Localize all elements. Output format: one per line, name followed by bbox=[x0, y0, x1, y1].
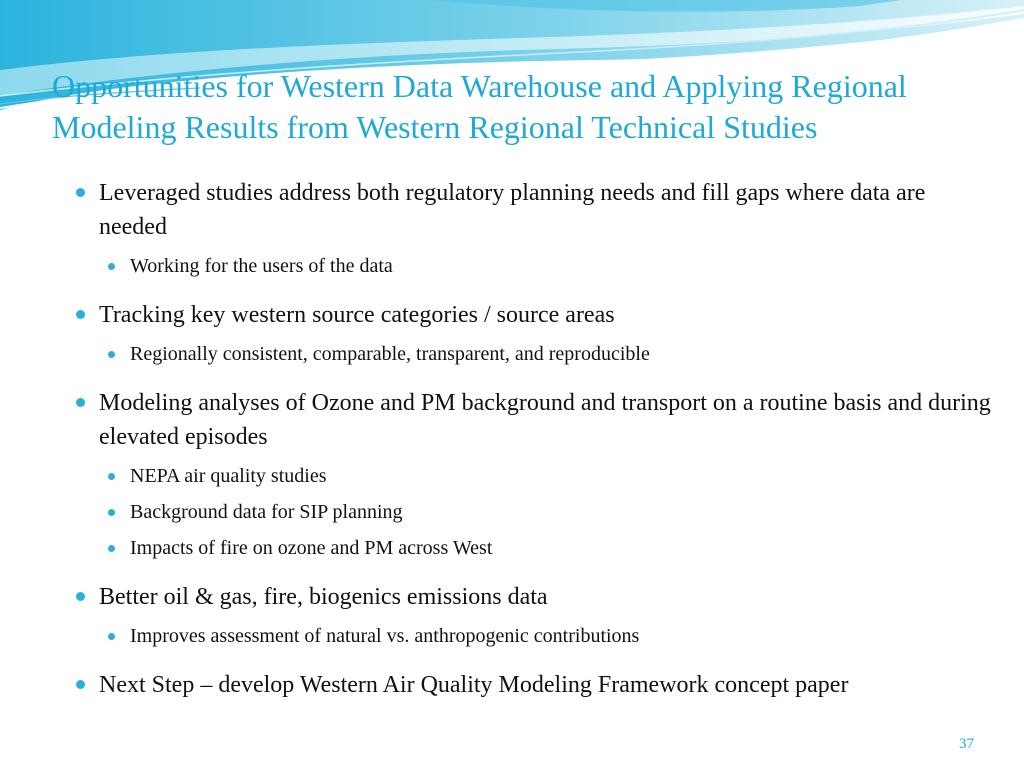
bullet-item bbox=[76, 386, 996, 566]
slide-number: 37 bbox=[959, 736, 974, 752]
bullet-item bbox=[76, 298, 996, 372]
sub-bullet-text: NEPA air quality studies bbox=[130, 465, 327, 487]
sub-bullet-item bbox=[99, 336, 996, 372]
sub-bullet-dot-icon bbox=[108, 351, 115, 358]
bullet-dot-icon bbox=[76, 310, 85, 319]
sub-bullet-text: Impacts of fire on ozone and PM across West bbox=[130, 537, 493, 559]
bullet-dot-icon bbox=[76, 398, 85, 407]
bullet-text: Next Step – develop Western Air Quality Modeling Framework concept paper bbox=[99, 672, 849, 698]
sub-bullet-dot-icon bbox=[108, 509, 115, 516]
sub-bullet-item bbox=[99, 458, 996, 494]
sub-bullet-text: Improves assessment of natural vs. anthropogenic contributions bbox=[130, 625, 640, 647]
bullet-item bbox=[76, 668, 996, 702]
sub-bullet-text: Background data for SIP planning bbox=[130, 501, 403, 523]
sub-bullet-item bbox=[99, 248, 996, 284]
bullet-item bbox=[76, 580, 996, 654]
sub-bullet-dot-icon bbox=[108, 473, 115, 480]
bullet-text: Better oil & gas, fire, biogenics emissions data bbox=[99, 584, 548, 610]
sub-bullet-list bbox=[99, 458, 996, 566]
sub-bullet-text: Working for the users of the data bbox=[130, 255, 393, 277]
bullet-text: Modeling analyses of Ozone and PM background and transport on a routine basis and during elevated episodes bbox=[99, 390, 991, 450]
bullet-dot-icon bbox=[76, 592, 85, 601]
sub-bullet-list bbox=[99, 336, 996, 372]
slide-title: Opportunities for Western Data Warehouse and Applying Regional Modeling Results from Western Regional Technical Studies bbox=[52, 68, 907, 145]
bullet-item bbox=[76, 176, 996, 284]
sub-bullet-dot-icon bbox=[108, 545, 115, 552]
bullet-text: Leveraged studies address both regulatory planning needs and fill gaps where data are needed bbox=[99, 180, 926, 240]
sub-bullet-text: Regionally consistent, comparable, transparent, and reproducible bbox=[130, 343, 650, 365]
sub-bullet-list bbox=[99, 618, 996, 654]
sub-bullet-item bbox=[99, 618, 996, 654]
sub-bullet-dot-icon bbox=[108, 633, 115, 640]
bullet-dot-icon bbox=[76, 188, 85, 197]
sub-bullet-dot-icon bbox=[108, 263, 115, 270]
bullet-text: Tracking key western source categories / source areas bbox=[99, 302, 615, 328]
sub-bullet-item bbox=[99, 494, 996, 530]
bullet-dot-icon bbox=[76, 680, 85, 689]
sub-bullet-list bbox=[99, 248, 996, 284]
bullet-list bbox=[76, 176, 996, 716]
sub-bullet-item bbox=[99, 530, 996, 566]
